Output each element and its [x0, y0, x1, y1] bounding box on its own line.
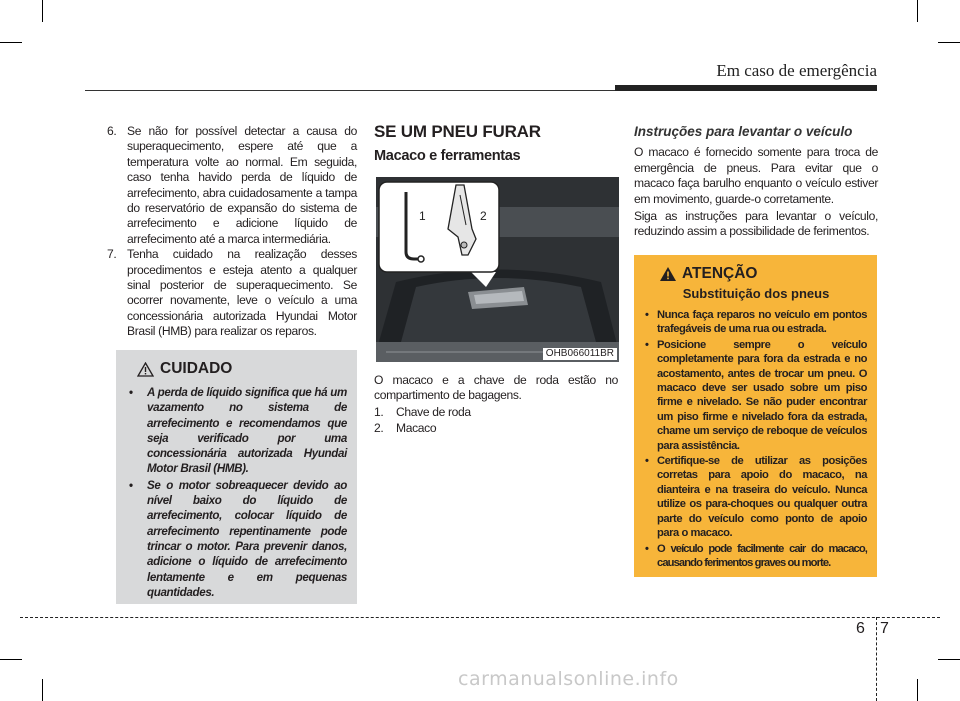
- numbered-item: [107, 247, 357, 339]
- caution-title: CUIDADO: [160, 360, 233, 377]
- list-number: 1.: [374, 404, 384, 419]
- paragraph: O macaco e a chave de roda estão no compartimento de bagagens.: [374, 372, 618, 403]
- trunk-figure: [376, 177, 619, 362]
- crop-mark: [42, 0, 43, 22]
- numbered-item: [107, 124, 357, 247]
- item-text: Tenha cuidado na realização desses procedimentos e esteja atento a qualquer sinal posterior de superaquecimento. Se ocorrer novamente, leve o veículo a uma concessionária autorizada Hyundai Motor Brasil (HMB) para realizar os reparos.: [127, 247, 357, 339]
- crop-mark: [938, 659, 960, 660]
- warning-bullet: • Certifique-se de utilizar as posições corretas para apoio do macaco, na dianteira e na traseira do veículo. Nunca utilize os para-choques ou qualquer outra parte do veículo como ponto de apoio para o macaco.: [645, 455, 867, 540]
- warning-triangle-icon: [137, 362, 154, 377]
- callout-2: 2: [480, 208, 487, 223]
- subsection-heading: Instruções para levantar o veículo: [634, 124, 853, 139]
- list-number: 2.: [374, 421, 384, 436]
- warning-bullet: • O veículo pode facilmente cair do macaco, causando ferimentos graves ou morte.: [645, 542, 867, 569]
- list-text: Macaco: [396, 421, 437, 436]
- caution-list: [129, 385, 347, 600]
- list-item: [374, 421, 618, 436]
- footer-divider: [876, 617, 877, 701]
- footer-rule: [20, 617, 940, 618]
- paragraph: O macaco é fornecido somente para troca de emergência de pneus. Para evitar que o macaco faça barulho enquanto o veículo estiver em movimento, guarde-o corretamente.: [634, 145, 878, 206]
- item-number: 6.: [107, 124, 117, 138]
- list-text: Chave de roda: [396, 404, 471, 419]
- watermark: carmanualsonline.info: [458, 668, 679, 690]
- item-text: Se não for possível detectar a causa do superaquecimento, espere até que a temperatura volte ao normal. Em seguida, caso tenha havido perda de líquido de arrefecimento, abra cuidadosamente a tampa do reservatório de expansão do sistema de arrefecimento e adicione líquido de arrefecimento até a marca intermediária.: [127, 124, 357, 246]
- trunk-jack-illustration: [376, 177, 619, 362]
- middle-column: [374, 124, 618, 436]
- header-rule-accent: [615, 85, 877, 91]
- crop-mark: [917, 679, 918, 701]
- right-column: [634, 124, 878, 242]
- callout-1: 1: [419, 208, 426, 223]
- caution-header: [129, 360, 347, 378]
- warning-list: [645, 308, 867, 570]
- section-title: Em caso de emergência: [716, 61, 877, 80]
- warning-triangle-icon: [659, 266, 677, 282]
- crop-mark: [938, 42, 960, 43]
- subsection-heading: Macaco e ferramentas: [374, 148, 521, 165]
- crop-mark: [917, 0, 918, 22]
- crop-mark: [42, 679, 43, 701]
- page-number: 7: [880, 620, 889, 637]
- warning-box: [634, 255, 877, 577]
- page-number-chapter: 6: [856, 620, 865, 637]
- warning-bullet: • Nunca faça reparos no veículo em pontos trafegáveis de uma rua ou estrada.: [645, 309, 867, 336]
- crop-mark: [0, 42, 22, 43]
- caution-bullet: • Se o motor sobreaquecer devido ao nível baixo do líquido de arrefecimento, colocar líquido de arrefecimento repentinamente pode trincar o motor. Para prevenir danos, adicione o líquido de arrefecimento lentamente e em pequenas quantidades.: [129, 478, 347, 599]
- figure-code: OHB066011BR: [543, 348, 617, 360]
- list-item: [374, 405, 618, 420]
- paragraph: Siga as instruções para levantar o veículo, reduzindo assim a possibilidade de ferimentos.: [634, 209, 878, 239]
- caution-bullet: • A perda de líquido significa que há um vazamento no sistema de arrefecimento e recomendamos que seja verificado por uma concessionária autorizada Hyundai Motor Brasil (HMB).: [129, 386, 347, 476]
- warning-header: [645, 265, 867, 283]
- left-column: [107, 124, 357, 340]
- warning-subtitle: Substituição dos pneus: [682, 286, 830, 301]
- warning-title: ATENÇÃO: [682, 265, 758, 282]
- warning-bullet: • Posicione sempre o veículo completamente para fora da estrada e no acostamento, antes de trocar um pneu. O macaco deve ser usado sobre um piso firme e nivelado. Se não puder encontrar um piso firme e nivelado fora da estrada, chame um serviço de reboque de veículos para assistência.: [645, 338, 867, 452]
- item-number: 7.: [107, 247, 117, 262]
- crop-mark: [0, 659, 22, 660]
- section-heading: SE UM PNEU FURAR: [374, 122, 541, 141]
- caution-box: [116, 350, 357, 604]
